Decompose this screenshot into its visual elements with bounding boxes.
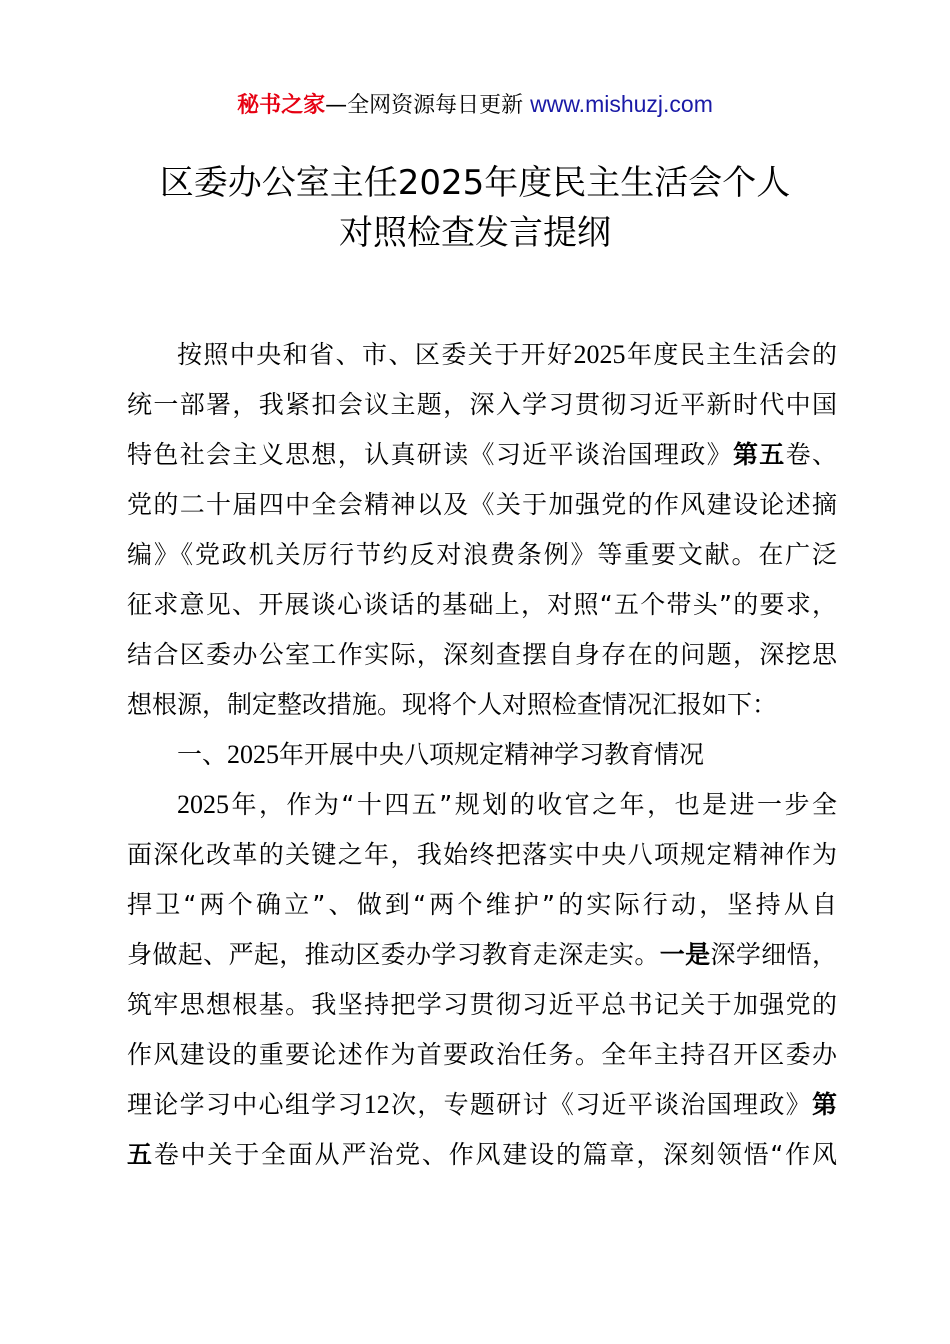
text-run: 卷中关于全面从严治党、作风建设的篇章，深刻领悟“作风 — [153, 1140, 837, 1169]
body-line-13 — [127, 930, 837, 980]
header-tagline: —全网资源每日更新 — [325, 93, 524, 118]
document-body — [127, 330, 837, 1180]
body-line-16 — [127, 1080, 837, 1130]
body-line-2: 统一部署，我紧扣会议主题，深入学习贯彻习近平新时代中国 — [127, 390, 837, 419]
title-line-1: 区委办公室主任2025年度民主生活会个人 — [159, 163, 791, 203]
body-line-4: 党的二十届四中全会精神以及《关于加强党的作风建设论述摘 — [127, 490, 837, 519]
body-line-10: 2025年，作为“十四五”规划的收官之年，也是进一步全 — [177, 790, 837, 819]
text-run: 理论学习中心组学习12次，专题研讨《习近平谈治国理政》 — [127, 1090, 812, 1119]
emphasis-run: 五 — [127, 1140, 154, 1169]
body-line-14: 筑牢思想根基。我坚持把学习贯彻习近平总书记关于加强党的 — [127, 990, 837, 1019]
text-run: 深学细悟， — [710, 940, 837, 969]
section-heading-1: 一、2025年开展中央八项规定精神学习教育情况 — [177, 740, 705, 769]
body-line-5: 编》《党政机关厉行节约反对浪费条例》等重要文献。在广泛 — [127, 540, 837, 569]
body-line-7: 结合区委办公室工作实际，深刻查摆自身存在的问题，深挖思 — [127, 640, 837, 669]
emphasis-run: 第五 — [732, 440, 786, 469]
site-header — [0, 86, 950, 124]
body-line-1: 按照中央和省、市、区委关于开好2025年度民主生活会的 — [177, 340, 837, 369]
body-line-17 — [127, 1130, 837, 1180]
body-line-3 — [127, 430, 837, 480]
text-run: 特色社会主义思想，认真研读《习近平谈治国理政》 — [127, 440, 733, 469]
body-line-15: 作风建设的重要论述作为首要政治任务。全年主持召开区委办 — [127, 1040, 837, 1069]
body-line-6: 征求意见、开展谈心谈话的基础上，对照“五个带头”的要求， — [127, 590, 837, 619]
body-line-11: 面深化改革的关键之年，我始终把落实中央八项规定精神作为 — [127, 840, 837, 869]
document-title — [0, 158, 950, 258]
emphasis-run: 第 — [811, 1090, 837, 1119]
site-link[interactable]: www.mishuzj.com — [530, 91, 713, 117]
emphasis-run: 一是 — [659, 940, 711, 969]
title-line-2: 对照检查发言提纲 — [339, 213, 611, 253]
text-run: 身做起、严起，推动区委办学习教育走深走实。 — [127, 940, 660, 969]
brand-name: 秘书之家 — [237, 93, 326, 118]
text-run: 卷、 — [785, 440, 837, 469]
body-line-12: 捍卫“两个确立”、做到“两个维护”的实际行动，坚持从自 — [127, 890, 837, 919]
body-line-8: 想根源，制定整改措施。现将个人对照检查情况汇报如下： — [127, 690, 778, 719]
